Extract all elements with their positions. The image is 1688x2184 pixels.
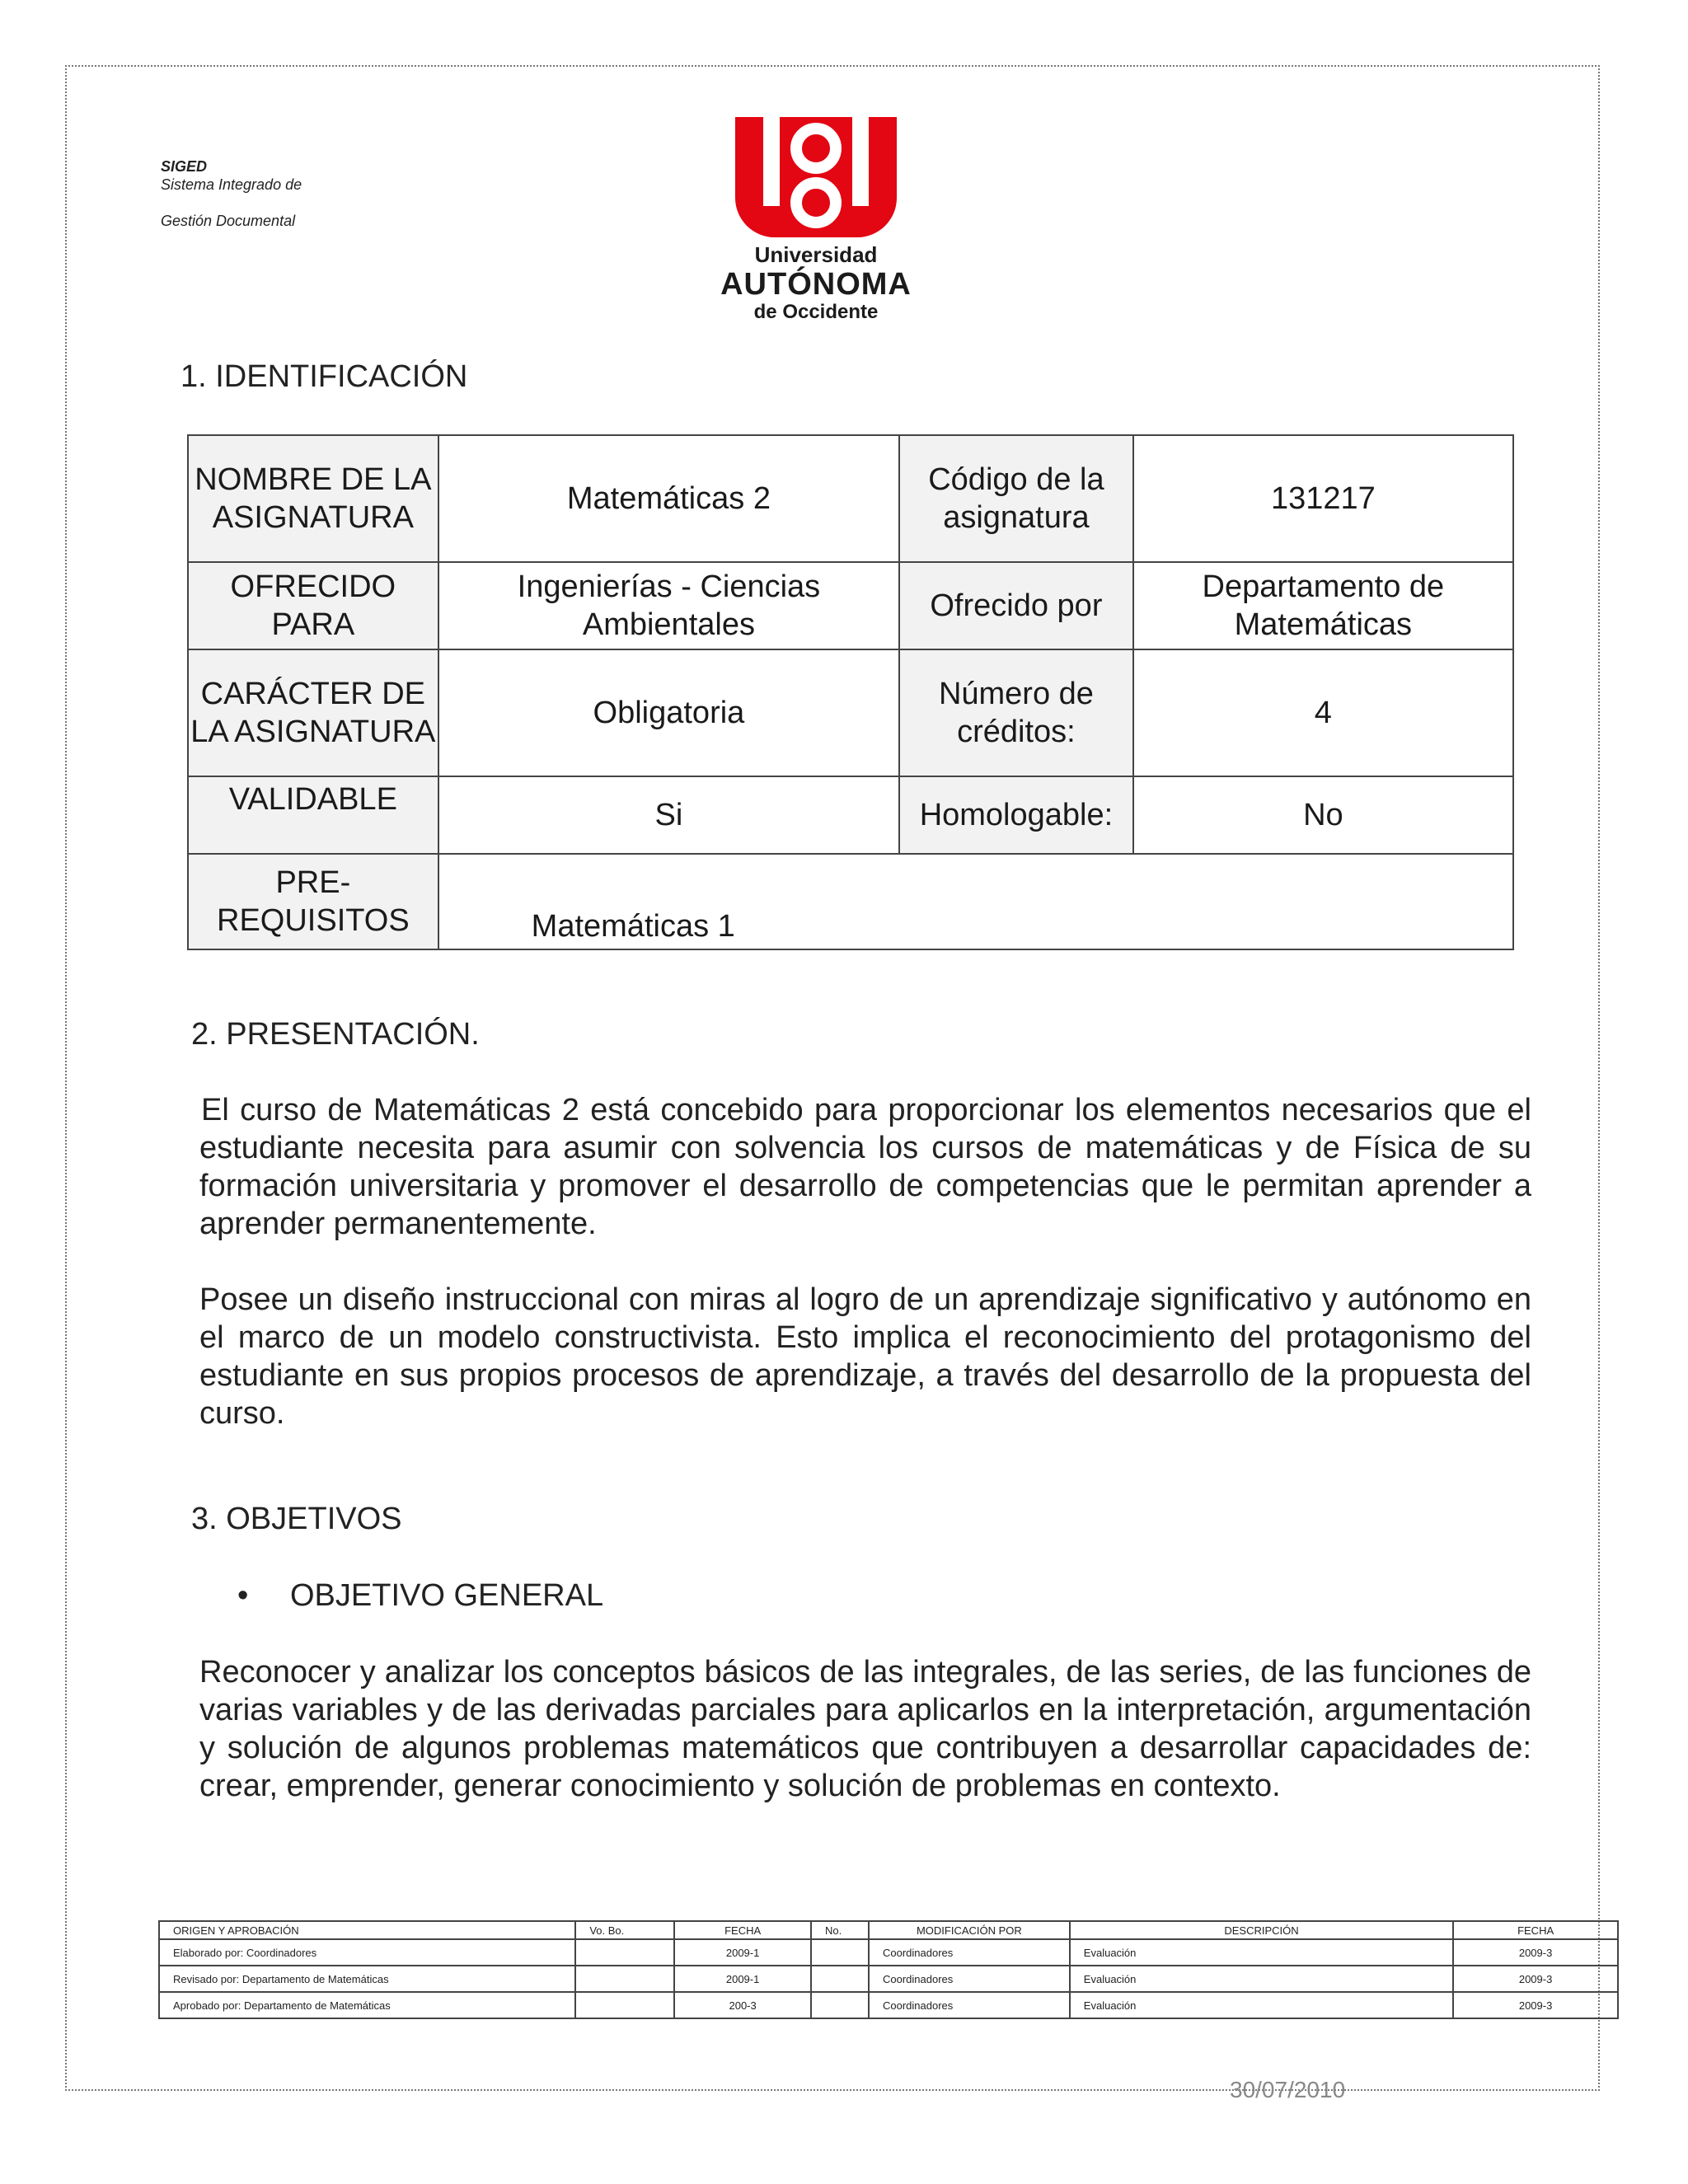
header-modified-by: MODIFICACIÓN POR <box>869 1921 1070 1939</box>
header-no: No. <box>811 1921 869 1939</box>
date-2-cell: 2009-3 <box>1453 1992 1618 2018</box>
table-row <box>159 1939 1618 1966</box>
table-row <box>188 776 1513 854</box>
date-2-cell: 2009-3 <box>1453 1939 1618 1966</box>
siged-title: SIGED <box>161 158 208 175</box>
university-logo <box>709 117 923 331</box>
course-name-value: Matemáticas 2 <box>438 435 899 562</box>
section2-title: 2. PRESENTACIÓN. <box>191 1017 480 1052</box>
validable-value: Si <box>438 776 899 854</box>
origin-cell: Aprobado por: Departamento de Matemáticas <box>159 1992 575 2018</box>
course-type-label: CARÁCTER DE LA ASIGNATURA <box>188 649 438 776</box>
table-header-row <box>159 1921 1618 1939</box>
objective-paragraph: Reconocer y analizar los conceptos básicos de las integrales, de las series, de las funciones de varias variables y de las derivadas parciales para aplicarlos en la interpretación, argumentación y solución de algunos problemas matemáticos que contribuyen a desarrollar capacidades de: crear, emprender, generar conocimiento y solución de problemas en contexto. <box>199 1655 1531 1803</box>
prerequisites-value: Matemáticas 1 <box>438 854 1513 949</box>
offered-by-value: Departamento de Matemáticas <box>1133 562 1513 649</box>
section3-title: 3. OBJETIVOS <box>191 1502 402 1536</box>
siged-line2: Gestión Documental <box>161 213 296 229</box>
date-cell: 200-3 <box>674 1992 811 2018</box>
header-origin: ORIGEN Y APROBACIÓN <box>159 1921 575 1939</box>
section1-title: 1. IDENTIFICACIÓN <box>181 359 468 394</box>
uao-emblem-icon <box>735 117 897 239</box>
date-cell: 2009-1 <box>674 1966 811 1992</box>
modified-by-cell: Coordinadores <box>869 1966 1070 1992</box>
presentation-paragraph-2: Posee un diseño instruccional con miras al logro de un aprendizaje significativo y autónomo en el marco de un modelo constructivista. Esto implica el reconocimiento del protagonismo del estudiante en sus propios procesos de aprendizaje, a través del desarrollo de la propuesta del curso. <box>199 1282 1531 1431</box>
no-cell <box>811 1939 869 1966</box>
identification-table <box>187 434 1514 950</box>
offered-for-label: OFRECIDO PARA <box>188 562 438 649</box>
document-date: 30/07/2010 <box>1230 2077 1346 2102</box>
vobo-cell <box>575 1992 674 2018</box>
siged-line1: Sistema Integrado de <box>161 176 302 193</box>
offered-by-label: Ofrecido por <box>899 562 1133 649</box>
description-cell: Evaluación <box>1070 1992 1453 2018</box>
header-date: FECHA <box>674 1921 811 1939</box>
validable-label: VALIDABLE <box>188 776 438 854</box>
homologable-value: No <box>1133 776 1513 854</box>
no-cell <box>811 1992 869 2018</box>
date-cell: 2009-1 <box>674 1939 811 1966</box>
objective-general-heading: OBJETIVO GENERAL <box>290 1578 604 1613</box>
offered-for-value: Ingenierías - Ciencias Ambientales <box>438 562 899 649</box>
description-cell: Evaluación <box>1070 1966 1453 1992</box>
header-date-2: FECHA <box>1453 1921 1618 1939</box>
modified-by-cell: Coordinadores <box>869 1992 1070 2018</box>
prerequisites-label: PRE-REQUISITOS <box>188 854 438 949</box>
course-code-label: Código de la asignatura <box>899 435 1133 562</box>
table-row <box>159 1992 1618 2018</box>
objective-bullet <box>237 1578 603 1614</box>
bullet-icon: • <box>237 1578 249 1613</box>
vobo-cell <box>575 1939 674 1966</box>
logo-line2: AUTÓNOMA <box>720 267 912 302</box>
table-row <box>188 435 1513 562</box>
homologable-label: Homologable: <box>899 776 1133 854</box>
vobo-cell <box>575 1966 674 1992</box>
header-description: DESCRIPCIÓN <box>1070 1921 1453 1939</box>
no-cell <box>811 1966 869 1992</box>
course-name-label: NOMBRE DE LA ASIGNATURA <box>188 435 438 562</box>
table-row <box>188 854 1513 949</box>
credits-label: Número de créditos: <box>899 649 1133 776</box>
siged-header <box>161 157 302 230</box>
description-cell: Evaluación <box>1070 1939 1453 1966</box>
modified-by-cell: Coordinadores <box>869 1939 1070 1966</box>
origin-cell: Revisado por: Departamento de Matemáticas <box>159 1966 575 1992</box>
logo-line1: Universidad <box>754 242 878 267</box>
table-row <box>159 1966 1618 1992</box>
origin-cell: Elaborado por: Coordinadores <box>159 1939 575 1966</box>
table-row <box>188 562 1513 649</box>
logo-line3: de Occidente <box>753 301 879 323</box>
table-row <box>188 649 1513 776</box>
course-type-value: Obligatoria <box>438 649 899 776</box>
date-2-cell: 2009-3 <box>1453 1966 1618 1992</box>
header-vobo: Vo. Bo. <box>575 1921 674 1939</box>
approval-table <box>158 1920 1619 2019</box>
course-code-value: 131217 <box>1133 435 1513 562</box>
presentation-paragraph-1: El curso de Matemáticas 2 está concebido para proporcionar los elementos necesarios que el estudiante necesita para asumir con solvencia los cursos de matemáticas y de Física de su formación universitaria y promover el desarrollo de competencias que le permitan aprender a aprender permanentemente. <box>199 1093 1531 1241</box>
credits-value: 4 <box>1133 649 1513 776</box>
